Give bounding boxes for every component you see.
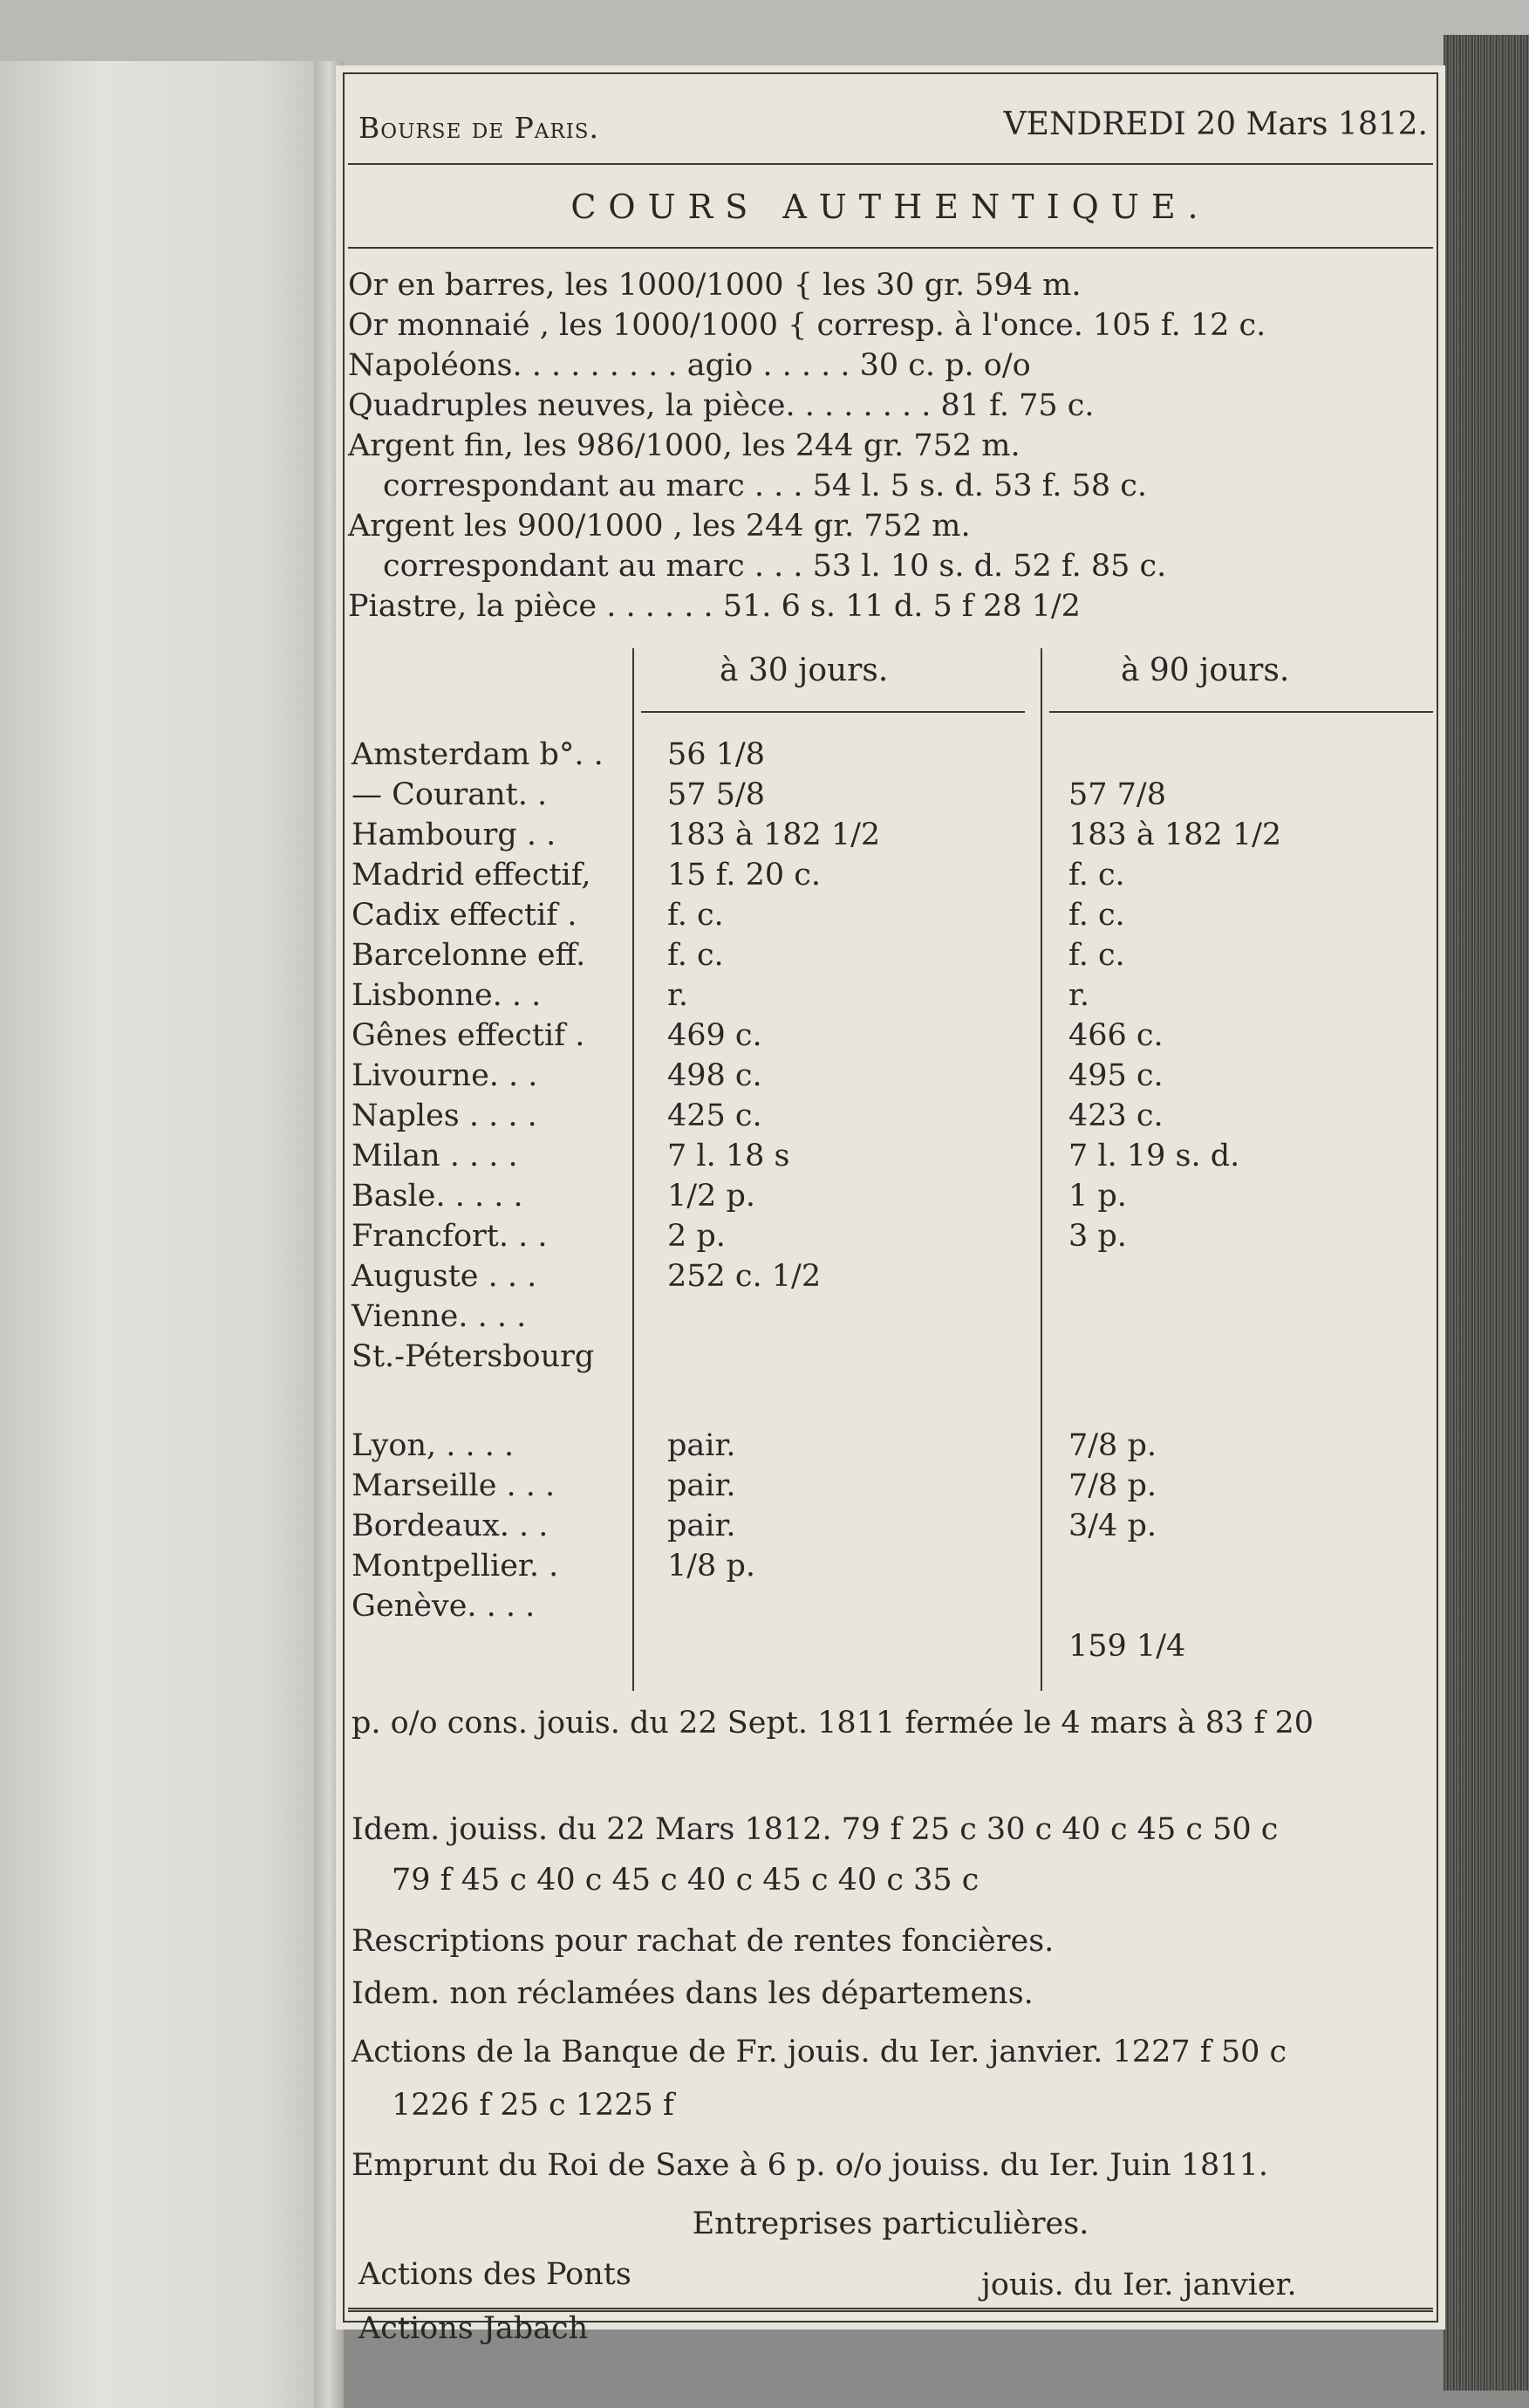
funds-line-8: Emprunt du Roi de Saxe à 6 p. o/o jouiss. du Ier. Juin 1811. [352,2148,1268,2183]
table-row-v30: pair. [667,1428,736,1463]
table-row-city: Madrid effectif, [352,858,591,893]
table-row-city: Bordeaux. . . [352,1508,549,1543]
funds-line-7: 1226 f 25 c 1225 f [392,2088,674,2123]
metals-line-6: correspondant au marc . . . 54 l. 5 s. d. 53 f. 58 c. [383,469,1148,503]
table-row-v30: 252 c. 1/2 [667,1259,822,1294]
metals-line-8: correspondant au marc . . . 53 l. 10 s. d. 52 f. 85 c. [383,549,1167,584]
table-row-v30: pair. [667,1468,736,1503]
table-row-city: — Courant. . [352,777,548,812]
table-row-v90: 466 c. [1068,1018,1164,1053]
table-row-city: Milan . . . . [352,1139,518,1173]
table-row-v30: 469 c. [667,1018,762,1053]
table-row-city: Livourne. . . [352,1058,538,1093]
funds-line-1: p. o/o cons. jouis. du 22 Sept. 1811 fermée le 4 mars à 83 f 20 [352,1706,1314,1741]
table-row-v90: r. [1068,978,1090,1013]
table-row-city: Marseille . . . [352,1468,556,1503]
table-row-v30: 7 l. 18 s [667,1139,790,1173]
table-row-v30: 1/8 p. [667,1549,755,1584]
private-jouis: jouis. du Ier. janvier. [981,2268,1297,2302]
title-rule [348,247,1433,249]
table-row-city: St.-Pétersbourg [352,1339,595,1374]
table-row-city: Amsterdam b°. . [352,737,604,772]
private-heading: Entreprises particulières. [692,2206,1089,2241]
metals-line-3: Napoléons. . . . . . . . . agio . . . . . 30 c. p. o/o [348,348,1031,383]
table-row-v90: 57 7/8 [1068,777,1166,812]
background-top [0,0,1529,70]
table-row-v90: 159 1/4 [1068,1629,1186,1664]
table-row-v90: f. c. [1068,858,1125,893]
table-row-v90: 423 c. [1068,1098,1164,1133]
column-header-30-days: à 30 jours. [720,653,889,688]
funds-line-2: Idem. jouiss. du 22 Mars 1812. 79 f 25 c 30 c 40 c 45 c 50 c [352,1812,1279,1847]
column-rule-30 [641,711,1025,713]
table-row-v90: 183 à 182 1/2 [1068,817,1282,852]
table-row-v30: r. [667,978,689,1013]
page-title: COURS AUTHENTIQUE. [570,188,1211,226]
table-row-v90: 495 c. [1068,1058,1164,1093]
table-row-city: Lyon, . . . . [352,1428,515,1463]
table-row-v90: f. c. [1068,898,1125,933]
metals-line-4: Quadruples neuves, la pièce. . . . . . . . 81 f. 75 c. [348,388,1095,423]
table-row-city: Francfort. . . [352,1219,548,1254]
funds-line-6: Actions de la Banque de Fr. jouis. du Ier. janvier. 1227 f 50 c [352,2035,1287,2069]
funds-line-5: Idem. non réclamées dans les départemens. [352,1976,1034,2011]
metals-line-9: Piastre, la pièce . . . . . . 51. 6 s. 11 d. 5 f 28 1/2 [348,589,1081,624]
table-row-v30: f. c. [667,898,724,933]
column-rule-90 [1049,711,1433,713]
table-row-v90: 7 l. 19 s. d. [1068,1139,1240,1173]
table-row-city: Lisbonne. . . [352,978,542,1013]
table-row-v90: 7/8 p. [1068,1428,1157,1463]
table-divider-left [632,648,634,1691]
table-row-city: Cadix effectif . [352,898,577,933]
table-row-v30: 56 1/8 [667,737,765,772]
table-row-v90: 3 p. [1068,1219,1127,1254]
table-row-city: Naples . . . . [352,1098,537,1133]
header-left: Bourse de Paris. [358,111,600,145]
page-stack-edge [1444,35,1529,2391]
metals-line-5: Argent fin, les 986/1000, les 244 gr. 752 m. [348,428,1020,463]
table-row-v30: 183 à 182 1/2 [667,817,881,852]
table-row-v90: 7/8 p. [1068,1468,1157,1503]
table-row-city: Genève. . . . [352,1589,536,1624]
header-right: VENDREDI 20 Mars 1812. [1003,106,1428,142]
bottom-rule [348,2308,1433,2312]
table-row-v30: 498 c. [667,1058,762,1093]
table-row-v30: 425 c. [667,1098,762,1133]
header-rule [348,163,1433,165]
table-row-v90: 3/4 p. [1068,1508,1157,1543]
table-row-city: Montpellier. . [352,1549,559,1584]
table-row-v90: f. c. [1068,938,1125,973]
table-row-city: Barcelonne eff. [352,938,586,973]
table-row-v30: 2 p. [667,1219,726,1254]
column-header-90-days: à 90 jours. [1121,653,1290,688]
table-row-city: Hambourg . . [352,817,556,852]
table-row-v30: pair. [667,1508,736,1543]
table-row-v90: 1 p. [1068,1179,1127,1214]
table-row-v30: 57 5/8 [667,777,765,812]
metals-line-7: Argent les 900/1000 , les 244 gr. 752 m. [348,509,971,544]
document-page [336,65,1445,2346]
table-row-city: Gênes effectif . [352,1018,585,1053]
left-page [0,61,327,2408]
table-row-city: Auguste . . . [352,1259,537,1294]
table-row-city: Basle. . . . . [352,1179,523,1214]
private-ponts: Actions des Ponts [358,2257,631,2292]
table-row-city: Vienne. . . . [352,1299,527,1334]
funds-line-3: 79 f 45 c 40 c 45 c 40 c 45 c 40 c 35 c [392,1863,980,1898]
table-row-v30: f. c. [667,938,724,973]
table-row-v30: 15 f. 20 c. [667,858,822,893]
funds-line-4: Rescriptions pour rachat de rentes foncières. [352,1924,1055,1959]
table-row-v30: 1/2 p. [667,1179,755,1214]
table-divider-right [1041,648,1042,1691]
metals-line-1: Or en barres, les 1000/1000 { les 30 gr. 594 m. [348,268,1082,303]
metals-line-2: Or monnaié , les 1000/1000 { corresp. à l'once. 105 f. 12 c. [348,308,1266,343]
private-jabach: Actions Jabach [358,2311,589,2346]
